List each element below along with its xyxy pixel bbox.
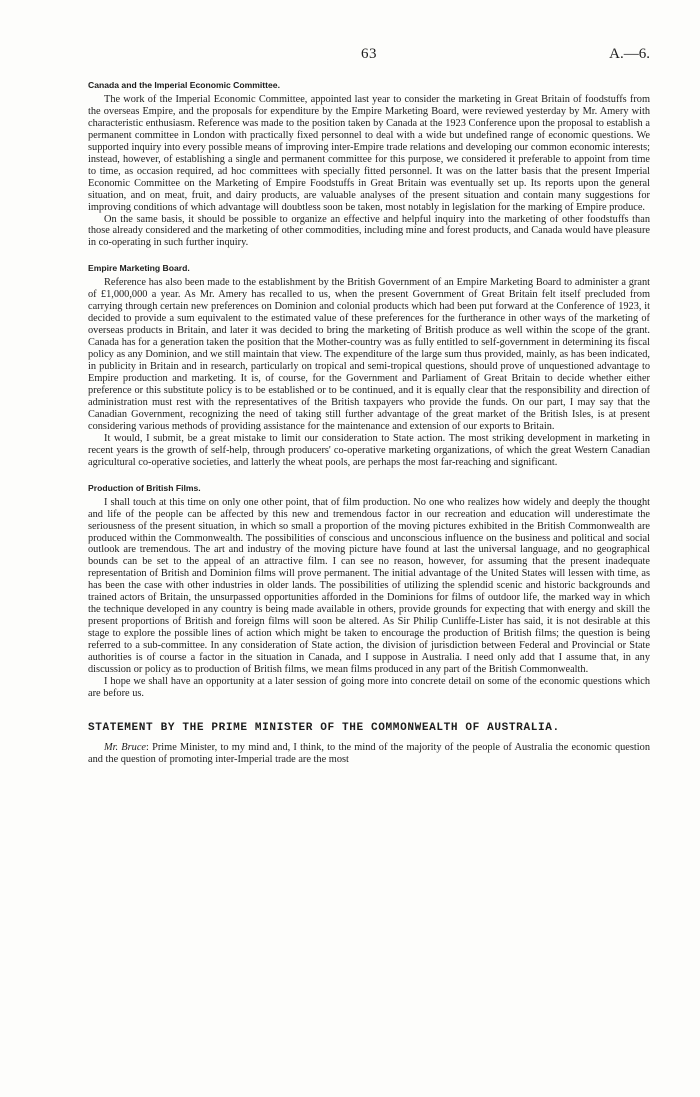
section-heading: Empire Marketing Board. xyxy=(88,263,190,274)
page-header xyxy=(88,46,650,66)
speaker-name: Mr. Bruce xyxy=(104,741,147,753)
paragraph: The work of the Imperial Economic Committee, appointed last year to consider the marketing in Great Britain of foodstuffs from the overseas Empire, and the proposals for expenditure by the Empire Marketing Board, were reviewed yesterday by Mr. Amery with characteristic enthusiasm. Reference was made to the position taken by Canada at the 1923 Conference upon the proposal to establish a permanent committee in London with practically fixed personnel to deal with a wide but undefined range of economic questions. We supported inquiry into every possible means of improving inter-Empire trade relations and developing our common economic interests; instead, however, of establishing a single and permanent committee for this purpose, we considered it preferable to appoint from time to time, as occasion required, ad hoc committees with specially fitted personnel. It was on the latter basis that the present Imperial Economic Committee on the Marketing of Empire Foodstuffs in Great Britain was eventually set up. Its reports upon the general situation, and on meat, fruit, and dairy products, are valuable analyses of the present situation and contain many suggestions for improving conditions of which advantage will doubtless soon be taken, most notably in legislation for the marking of Empire produce. xyxy=(88,94,650,213)
paragraph: On the same basis, it should be possible to organize an effective and helpful inquiry into the marketing of other foodstuffs than those already considered and the marketing of other commodities, including mine and forest products, and Canada would have pleasure in co-operating in such further inquiry. xyxy=(88,213,650,249)
section-heading: Canada and the Imperial Economic Committee. xyxy=(88,80,280,90)
section-empire-marketing-board xyxy=(88,263,650,468)
document-reference: A.—6. xyxy=(609,46,650,62)
section-imperial-economic-committee xyxy=(88,80,650,249)
section-british-films xyxy=(88,483,650,700)
page-content xyxy=(88,80,650,766)
statement-section xyxy=(88,722,650,766)
paragraph: Reference has also been made to the establishment by the British Government of an Empire Marketing Board to administer a grant of £1,000,000 a year. As Mr. Amery has recalled to us, when the present Government of Great Britain felt itself precluded from carrying through certain new preferences on Dominion and colonial products which had been put forward at the Conference of 1923, it decided to provide a sum equivalent to the estimated value of these preferences for the furtherance in other ways of the marketing of overseas products in Britain, and later it was decided to bring the marketing of British produce as well within the scope of the grant. Canada has for a generation taken the position that the Mother-country was as fully entitled to self-government in determining its fiscal policy as any Dominion, and we still maintain that view. The expenditure of the large sum thus provided, mainly, as has been indicated, in publicity in Britain and in research, particularly on tropical and semi-tropical questions, should prove of unquestioned advantage to Empire production and marketing. It is, of course, for the Government and Parliament of Great Britain to decide whether either preference or this substitute policy is to be established or to be continued, and it is equally clear that the responsibility and direction of administration must rest with the representatives of the British taxpayers who provide the funds. On our part, I may say that the Canadian Government, recognizing the need of taking still further advantage of the great market of the British Isles, is at present considering various methods of providing assistance for the maintenance and extension of our exports to Britain. xyxy=(88,277,650,432)
statement-heading: STATEMENT BY THE PRIME MINISTER OF THE COMMONWEALTH OF AUSTRALIA. xyxy=(88,721,560,734)
section-heading: Production of British Films. xyxy=(88,482,201,493)
paragraph: I hope we shall have an opportunity at a later session of going more into concrete detail on some of the economic questions which are before us. xyxy=(88,675,650,699)
statement-text: : Prime Minister, to my mind and, I think, to the mind of the majority of the people of Australia the economic question and the question of promoting inter-Imperial trade are the most xyxy=(88,741,650,765)
paragraph: I shall touch at this time on only one other point, that of film production. No one who realizes how widely and deeply the thought and life of the people can be affected by this new and tremendous factor in our recreation and education will underestimate the seriousness of the present situation, in which so small a proportion of the moving pictures exhibited in the British Commonwealth are produced within the Commonwealth. The possibilities of conscious and unconscious influence on the business and political and social outlook are tremendous. The art and industry of the moving picture have found at last the universal language, and no geographical bounds can be set to the appeal of an attractive film. I can see no reason, however, for assuming that the present inadequate representation of British and Dominion films will prove permanent. The initial advantage of the United States will lessen with time, as has been the case with other industries in older lands. The possibilities of utilizing the splendid scenic and historic backgrounds and trained actors of Britain, the unsurpassed opportunities afforded in the Dominions for films of outdoor life, the marked way in which the technique developed in any country is being made available in others, provide grounds for expecting that with energy and skill the present proportions of British and foreign films will soon be altered. As Sir Philip Cunliffe-Lister has said, it is not desirable at this stage to explore the possible lines of action which might be taken to encourage the production of British films; the question is being referred to a sub-committee. In any consideration of State action, the division of jurisdiction between Federal and Provincial or State authorities is of course a factor in the situation in Canada, and I suppose in Australia. I need only add that I assume that, in any discussion or policy as to production of British films, we mean films produced in any part of the British Commonwealth. xyxy=(88,496,650,675)
paragraph: It would, I submit, be a great mistake to limit our consideration to State action. The most striking development in marketing in recent years is the growth of self-help, through producers' co-operative marketing organizations, of which the great Western Canadian agricultural co-operative societies, and latterly the wheat pools, are perhaps the most far-reaching and significant. xyxy=(88,432,650,468)
statement-paragraph xyxy=(88,742,650,766)
page-number: 63 xyxy=(361,46,377,62)
